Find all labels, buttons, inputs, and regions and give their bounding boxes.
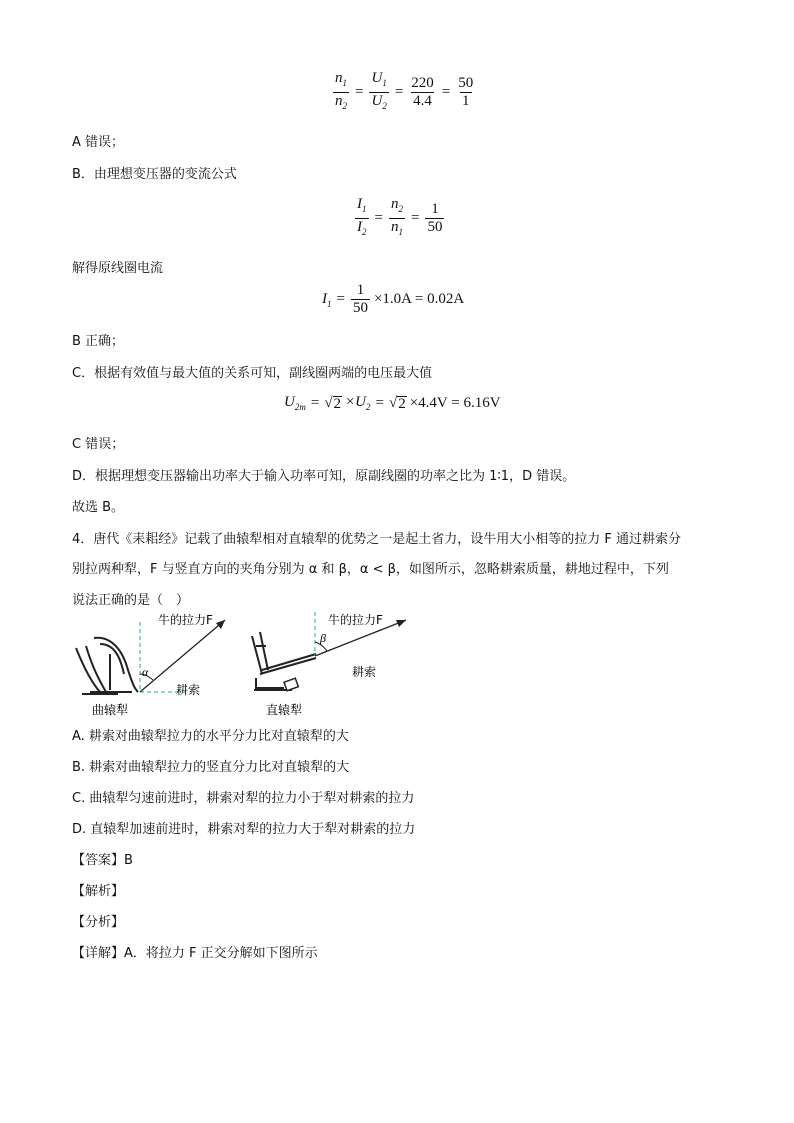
right-arrowhead — [396, 620, 406, 627]
sqrt-2-a: √ 2 — [324, 394, 342, 412]
detail-line: 【详解】A．将拉力 F 正交分解如下图所示 — [72, 946, 318, 961]
fraction-220-4.4 — [409, 75, 436, 110]
eq4-mid: ×U — [345, 394, 367, 410]
eq3-rest: ×1.0A = 0.02A — [373, 291, 465, 307]
eq4-var: U — [284, 394, 295, 410]
eq-u2: U — [371, 93, 383, 109]
eq-u2-sub: 2 — [382, 101, 387, 111]
eq-n2b-sub: 2 — [398, 204, 403, 214]
eq-n1b: n — [390, 219, 399, 235]
eq-50: 50 — [458, 75, 474, 91]
text-solve-current: 解得原线圈电流 — [72, 261, 164, 276]
sqrt-2-b: √ 2 — [388, 394, 406, 412]
question-4-line3: 说法正确的是（ ） — [72, 593, 190, 608]
left-force-label: 牛的拉力F — [158, 613, 213, 627]
eq3-var: I — [322, 290, 327, 307]
eq-1b: 1 — [431, 201, 439, 217]
fraction-u1-u2 — [369, 70, 388, 115]
text-d: D．根据理想变压器输出功率大于输入功率可知，原副线圈的功率之比为 1∶1，D 错误。 — [72, 469, 576, 484]
eq4-midsub: 2 — [366, 402, 371, 412]
left-angle-label: α — [142, 665, 149, 679]
text-a-wrong: A 错误； — [72, 135, 125, 150]
fraction-50-1 — [456, 75, 475, 110]
text-b-intro: B．由理想变压器的变流公式 — [72, 167, 237, 182]
eq4-sq1: 2 — [333, 395, 342, 412]
equation-turns-ratio: $\frac{n_1}{n_2}$ = $\frac{U_1}{U_2}$ = $\frac{220}{4.4}$ = $\frac{50}{1}$ — [332, 70, 476, 115]
left-plow-name: 曲辕犁 — [92, 703, 129, 717]
fraction-n1-n2 — [333, 70, 349, 115]
eq4-rest: ×4.4V = 6.16V — [409, 394, 501, 411]
question-4-line1: 4．唐代《耒耜经》记载了曲辕犁相对直辕犁的优势之一是起土省力，设牛用大小相等的拉力 F 通过耕索分 — [72, 532, 682, 547]
fenxi-heading: 【分析】 — [72, 915, 125, 930]
eq-i1: I — [357, 196, 362, 212]
eq3-sub: 1 — [327, 298, 332, 309]
eq-4.4: 4.4 — [413, 93, 432, 109]
eq3-num: 1 — [356, 282, 365, 298]
left-rope-label: 耕索 — [176, 683, 201, 697]
left-force-arrow — [140, 620, 225, 692]
right-plow-name: 直辕犁 — [266, 703, 303, 717]
eq3-den: 50 — [352, 300, 368, 316]
eq-n1b-sub: 1 — [398, 227, 403, 237]
fraction-1-50 — [425, 201, 444, 236]
fraction-1-50-b — [351, 282, 370, 317]
straight-plow-blade — [284, 678, 298, 691]
eq-i2-sub: 2 — [362, 227, 367, 237]
equation-max-voltage: $U_{2m}$ = √ 2 $\times U_2$ = √ 2 ×4.4V = 6.16V — [284, 394, 501, 412]
fraction-i1-i2 — [355, 196, 369, 241]
eq-220: 220 — [411, 75, 434, 91]
right-force-label: 牛的拉力F — [328, 613, 383, 627]
eq-n2-sub: 2 — [342, 101, 347, 111]
text-b-correct: B 正确； — [72, 334, 125, 349]
text-c-intro: C．根据有效值与最大值的关系可知，副线圈两端的电压最大值 — [72, 366, 433, 381]
eq-50b: 50 — [427, 219, 443, 235]
right-rope-label: 耕索 — [352, 665, 377, 679]
answer-line: 【答案】B — [72, 853, 133, 868]
option-a: A. 耕索对曲辕犁拉力的水平分力比对直辕犁的大 — [72, 729, 349, 744]
eq-n2b: n — [390, 196, 399, 212]
left-arrowhead — [216, 620, 225, 629]
straight-plow-drawing — [252, 632, 316, 690]
eq-n1: n — [335, 70, 343, 86]
fraction-n2-n1 — [389, 196, 405, 241]
eq-1: 1 — [462, 93, 470, 109]
eq-i2: I — [357, 219, 362, 235]
eq4-sq2: 2 — [398, 395, 406, 412]
equation-primary-current: $I_1$ = $\frac{1}{50}$ ×1.0A = 0.02A — [322, 282, 465, 316]
eq-i1-sub: 1 — [362, 204, 367, 214]
question-4-line2: 别拉两种犁，F 与竖直方向的夹角分别为 α 和 β，α < β，如图所示，忽略耕索质量，耕地过程中，下列 — [72, 562, 669, 577]
text-choose: 故选 B。 — [72, 500, 125, 515]
text-c-wrong: C 错误； — [72, 437, 125, 452]
right-angle-label: β — [320, 631, 326, 645]
eq-n1-sub: 1 — [342, 78, 347, 88]
option-d: D. 直辕犁加速前进时，耕索对犁的拉力大于犁对耕索的拉力 — [72, 822, 416, 837]
eq4-sub: 2m — [294, 402, 306, 412]
plow-figure — [70, 608, 430, 720]
eq-n2: n — [335, 93, 343, 109]
equation-current-ratio: $\frac{I_1}{I_2}$ = $\frac{n_2}{n_1}$ = $\frac{1}{50}$ — [354, 196, 445, 241]
eq-u1-sub: 1 — [382, 78, 387, 88]
analysis-heading: 【解析】 — [72, 884, 125, 899]
eq-u1: U — [371, 70, 383, 86]
option-c: C. 曲辕犁匀速前进时，耕索对犁的拉力小于犁对耕索的拉力 — [72, 791, 415, 806]
option-b: B. 耕索对曲辕犁拉力的竖直分力比对直辕犁的大 — [72, 760, 350, 775]
curved-plow-drawing — [76, 638, 138, 694]
